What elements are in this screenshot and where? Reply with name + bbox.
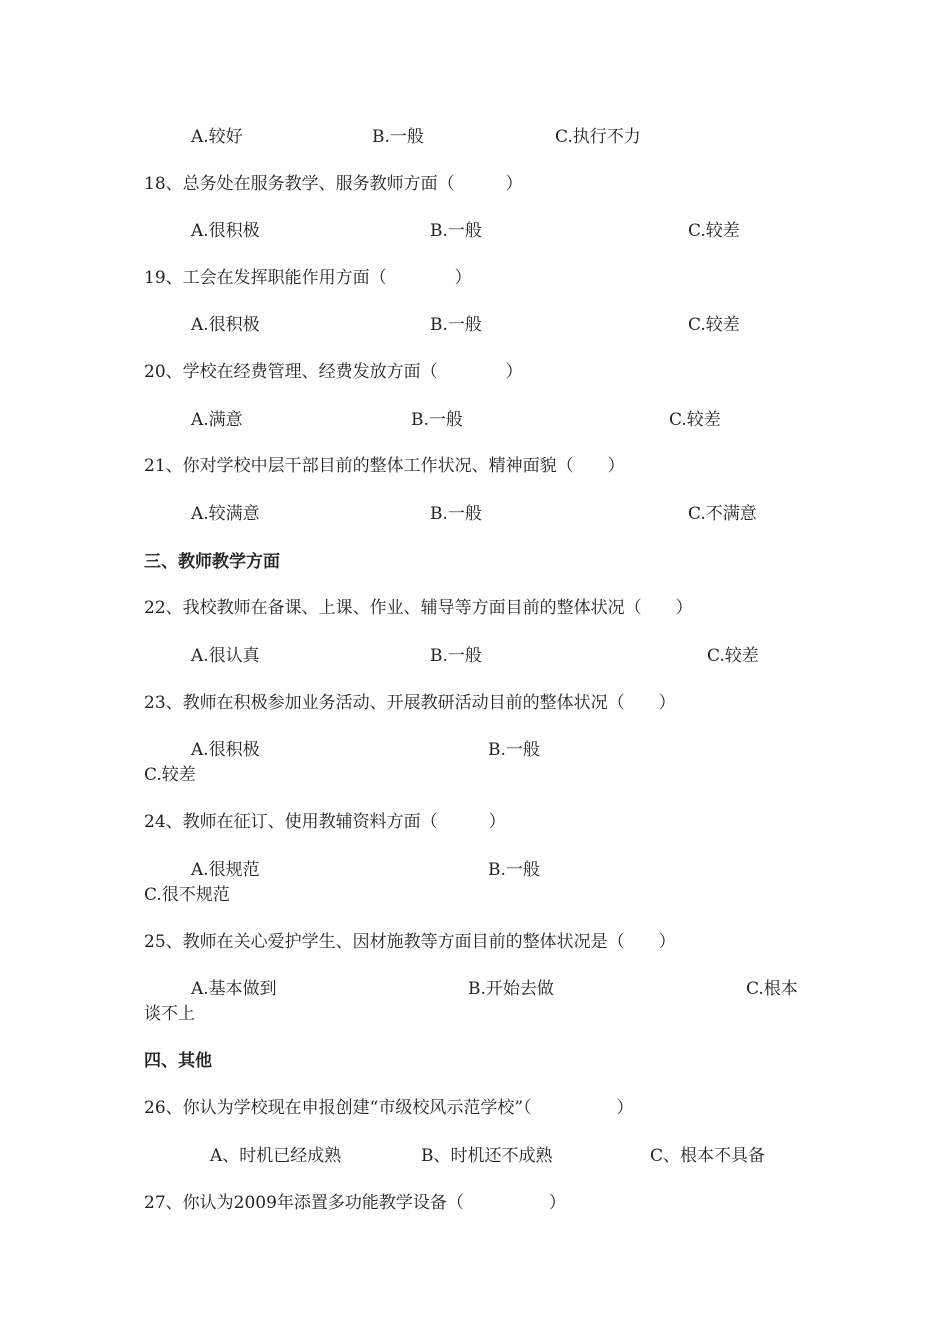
q25-option-a: A.基本做到 [191, 979, 277, 999]
q19-question: 19、工会在发挥职能作用方面（ ） [144, 268, 472, 288]
q20-option-a: A.满意 [191, 410, 243, 430]
q25-option-c-continued: 谈不上 [144, 1004, 195, 1024]
q21-question: 21、你对学校中层干部目前的整体工作状况、精神面貌（ ） [144, 456, 625, 476]
q25-option-b: B.开始去做 [468, 979, 554, 999]
q22-option-c: C.较差 [707, 646, 759, 666]
section-heading-teaching: 三、教师教学方面 [144, 552, 280, 572]
section-heading-other: 四、其他 [144, 1051, 212, 1071]
q22-option-a: A.很认真 [191, 646, 260, 666]
q24-question: 24、教师在征订、使用教辅资料方面（ ） [144, 812, 506, 832]
q21-option-c: C.不满意 [688, 504, 757, 524]
q24-option-c: C.很不规范 [144, 885, 230, 905]
q17-option-a: A.较好 [191, 127, 243, 147]
q27-question: 27、你认为2009年添置多功能教学设备（ ） [144, 1193, 566, 1213]
q20-question: 20、学校在经费管理、经费发放方面（ ） [144, 362, 523, 382]
q19-option-b: B.一般 [430, 315, 482, 335]
q26-question: 26、你认为学校现在申报创建“市级校风示范学校”（ ） [144, 1098, 634, 1118]
q26-option-b: B、时机还不成熟 [421, 1146, 553, 1166]
q25-option-c: C.根本 [746, 979, 798, 999]
q18-option-c: C.较差 [688, 221, 740, 241]
q22-question: 22、我校教师在备课、上课、作业、辅导等方面目前的整体状况（ ） [144, 598, 693, 618]
q21-option-b: B.一般 [430, 504, 482, 524]
q18-option-b: B.一般 [430, 221, 482, 241]
q23-option-a: A.很积极 [191, 740, 260, 760]
q26-option-a: A、时机已经成熟 [210, 1146, 342, 1166]
q18-question: 18、总务处在服务教学、服务教师方面（ ） [144, 174, 523, 194]
q19-option-a: A.很积极 [191, 315, 260, 335]
q26-option-c: C、根本不具备 [650, 1146, 766, 1166]
q17-option-b: B.一般 [372, 127, 424, 147]
q24-option-a: A.很规范 [191, 860, 260, 880]
q18-option-a: A.很积极 [191, 221, 260, 241]
q19-option-c: C.较差 [688, 315, 740, 335]
q25-question: 25、教师在关心爱护学生、因材施教等方面目前的整体状况是（ ） [144, 932, 676, 952]
q20-option-c: C.较差 [669, 410, 721, 430]
q21-option-a: A.较满意 [191, 504, 260, 524]
q23-question: 23、教师在积极参加业务活动、开展教研活动目前的整体状况（ ） [144, 693, 676, 713]
q23-option-b: B.一般 [488, 740, 540, 760]
q22-option-b: B.一般 [430, 646, 482, 666]
q17-option-c: C.执行不力 [555, 127, 641, 147]
q20-option-b: B.一般 [411, 410, 463, 430]
q23-option-c: C.较差 [144, 765, 196, 785]
q24-option-b: B.一般 [488, 860, 540, 880]
